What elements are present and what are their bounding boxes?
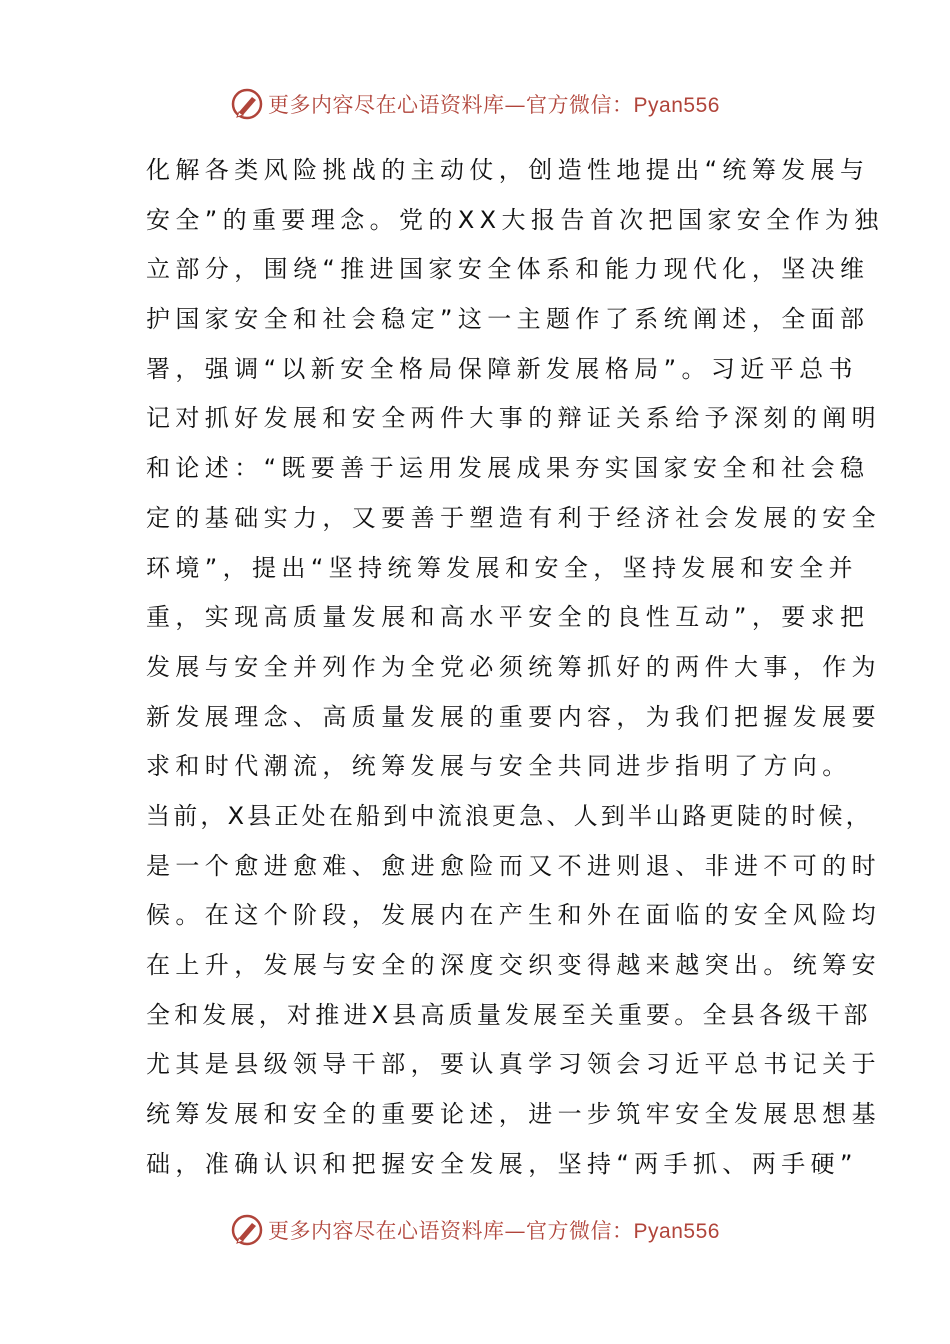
body-line: 署，强调“以新安全格局保障新发展格局”。习近平总书 xyxy=(146,354,858,383)
body-line: 当前，X县正处在船到中流浪更急、人到半山路更陡的时候， xyxy=(146,801,873,830)
body-line: 统筹发展和安全的重要论述，进一步筑牢安全发展思想基 xyxy=(146,1100,881,1129)
body-line: 护国家安全和社会稳定”这一主题作了系统阐述，全面部 xyxy=(146,305,870,334)
body-line: 化解各类风险挑战的主动仗，创造性地提出“统筹发展与 xyxy=(146,156,870,184)
header-banner xyxy=(0,82,950,126)
header-text xyxy=(268,89,720,119)
body-line: 记对抓好发展和安全两件大事的辩证关系给予深刻的阐明 xyxy=(146,404,881,433)
header-contact-id: Pyan556 xyxy=(633,94,720,117)
pen-circle-logo-icon xyxy=(230,87,264,121)
body-line: 础，准确认识和把握安全发展，坚持“两手抓、两手硬” xyxy=(146,1149,858,1178)
footer-text xyxy=(268,1215,720,1245)
body-line: 安全”的重要理念。党的XX大报告首次把国家安全作为独 xyxy=(146,205,884,234)
body-line: 尤其是县级领导干部，要认真学习领会习近平总书记关于 xyxy=(146,1050,881,1079)
body-line: 全和发展，对推进X县高质量发展至关重要。全县各级干部 xyxy=(146,1000,872,1029)
body-line: 求和时代潮流，统筹发展与安全共同进步指明了方向。 xyxy=(146,752,852,781)
body-line: 发展与安全并列作为全党必须统筹抓好的两件大事，作为 xyxy=(146,652,881,681)
header-dash: — xyxy=(504,93,527,117)
body-line: 候。在这个阶段，发展内在产生和外在面临的安全风险均 xyxy=(146,901,881,930)
document-body xyxy=(146,146,884,1189)
body-line: 环境”，提出“坚持统筹发展和安全，坚持发展和安全并 xyxy=(146,553,858,582)
body-line: 重，实现高质量发展和高水平安全的良性互动”，要求把 xyxy=(146,603,870,632)
body-line: 定的基础实力，又要善于塑造有利于经济社会发展的安全 xyxy=(146,503,881,532)
footer-text-cn: 更多内容尽在心语资料库 xyxy=(268,1219,505,1243)
footer-contact-id: Pyan556 xyxy=(633,1220,720,1243)
footer-banner xyxy=(0,1208,950,1252)
body-line: 是一个愈进愈难、愈进愈险而又不进则退、非进不可的时 xyxy=(146,851,881,880)
footer-contact-label: 官方微信： xyxy=(526,1219,634,1243)
header-text-cn: 更多内容尽在心语资料库 xyxy=(268,93,505,117)
body-line: 在上升，发展与安全的深度交织变得越来越突出。统筹安 xyxy=(146,951,881,979)
pen-circle-logo-icon xyxy=(230,1213,264,1247)
header-contact-label: 官方微信： xyxy=(526,93,634,117)
footer-dash: — xyxy=(504,1219,527,1243)
body-line: 新发展理念、高质量发展的重要内容，为我们把握发展要 xyxy=(146,702,881,731)
body-line: 和论述：“既要善于运用发展成果夯实国家安全和社会稳 xyxy=(146,454,870,483)
body-line: 立部分，围绕“推进国家安全体系和能力现代化，坚决维 xyxy=(146,255,870,284)
